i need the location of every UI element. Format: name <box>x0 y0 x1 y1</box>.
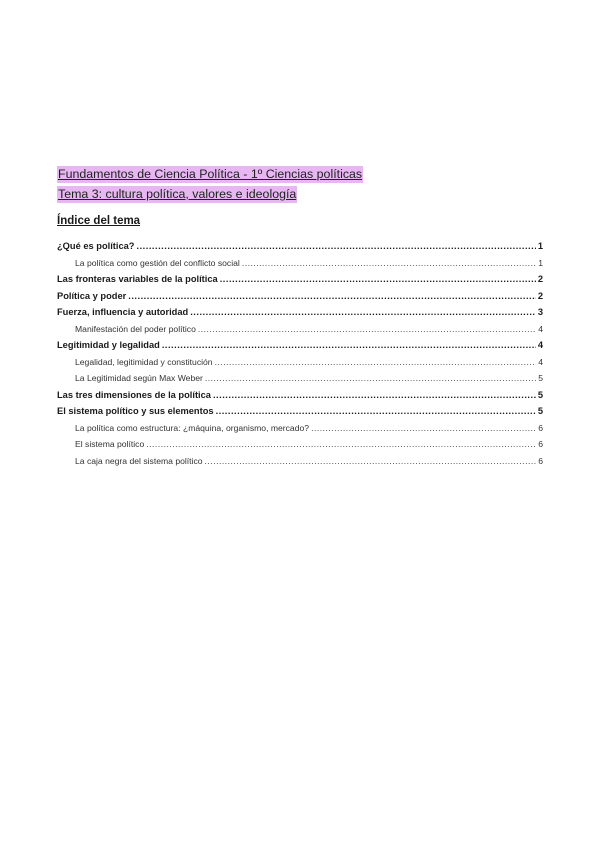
toc-entry[interactable] <box>57 321 543 338</box>
toc-entry-label: Política y poder <box>57 290 127 301</box>
toc-entry-label: La Legitimidad según Max Weber <box>75 373 203 383</box>
toc-entry-label: La política como estructura: ¿máquina, organismo, mercado? <box>75 422 310 433</box>
toc-entry-page: 1 <box>537 241 543 251</box>
toc-leader <box>162 337 536 354</box>
toc-entry[interactable] <box>57 288 543 305</box>
toc-entry[interactable] <box>57 387 543 404</box>
toc-leader <box>220 271 536 288</box>
toc-entry-page: 4 <box>537 340 543 350</box>
toc-leader <box>216 403 536 420</box>
toc-entry-page: 3 <box>537 307 543 317</box>
toc-leader <box>205 370 536 387</box>
toc-entry-page: 2 <box>537 290 543 301</box>
toc-entry[interactable] <box>57 436 543 453</box>
toc-entry-page: 5 <box>538 373 543 383</box>
toc-entry[interactable] <box>57 420 543 437</box>
toc-leader <box>213 387 536 404</box>
toc-entry-page: 2 <box>537 274 543 284</box>
toc-leader <box>137 238 536 255</box>
title-row <box>57 165 543 183</box>
toc-entry-page: 6 <box>538 455 543 466</box>
toc-entry[interactable] <box>57 255 543 272</box>
toc-entry-page: 1 <box>538 257 543 268</box>
toc-entry-label: Las fronteras variables de la política <box>57 274 218 284</box>
toc-entry-label: La caja negra del sistema político <box>75 455 203 466</box>
toc-leader <box>205 453 537 470</box>
toc-entry-label: Las tres dimensiones de la política <box>57 389 211 400</box>
subtitle-row <box>57 185 543 203</box>
toc-entry-label: ¿Qué es política? <box>57 241 135 251</box>
toc-entry-page: 5 <box>537 406 543 416</box>
toc-entry-page: 5 <box>537 389 543 400</box>
toc-entry[interactable] <box>57 354 543 371</box>
toc-entry-page: 6 <box>538 439 543 449</box>
table-of-contents <box>57 238 543 469</box>
document-subtitle: Tema 3: cultura política, valores e ideología <box>58 187 297 201</box>
toc-leader <box>146 436 536 453</box>
toc-leader <box>190 304 536 321</box>
toc-leader <box>128 288 536 305</box>
document-page <box>57 165 543 469</box>
toc-entry-label: Legitimidad y legalidad <box>57 340 160 350</box>
toc-leader <box>311 420 536 437</box>
toc-leader <box>198 321 536 338</box>
document-title: Fundamentos de Ciencia Política - 1º Ciencias políticas <box>58 167 363 181</box>
toc-leader <box>242 255 536 272</box>
toc-leader <box>215 354 537 371</box>
toc-entry-label: Manifestación del poder político <box>75 323 196 334</box>
toc-entry[interactable] <box>57 304 543 321</box>
toc-entry-page: 6 <box>538 422 543 433</box>
toc-entry-page: 4 <box>538 323 543 334</box>
toc-entry-label: La política como gestión del conflicto social <box>75 257 240 268</box>
toc-entry-label: El sistema político <box>75 439 145 449</box>
toc-entry[interactable] <box>57 337 543 354</box>
toc-entry-label: Legalidad, legitimidad y constitución <box>75 356 213 367</box>
toc-entry-label: El sistema político y sus elementos <box>57 406 214 416</box>
toc-heading: Índice del tema <box>57 215 141 227</box>
toc-entry[interactable] <box>57 453 543 470</box>
toc-entry[interactable] <box>57 403 543 420</box>
toc-entry-label: Fuerza, influencia y autoridad <box>57 307 189 317</box>
toc-entry[interactable] <box>57 238 543 255</box>
toc-entry[interactable] <box>57 370 543 387</box>
toc-entry-page: 4 <box>538 356 543 367</box>
toc-entry[interactable] <box>57 271 543 288</box>
